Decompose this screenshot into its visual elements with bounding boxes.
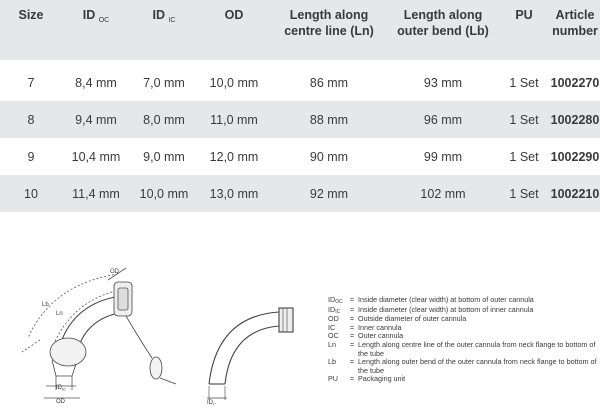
cell-size: 10 <box>0 175 62 212</box>
valve-line <box>160 378 176 384</box>
header-pu: PU <box>498 0 550 60</box>
cell-od: 12,0 mm <box>198 138 270 175</box>
cell-od: 11,0 mm <box>198 101 270 138</box>
legend-item: $ID_{OC}$ = Inside diameter (clear width) at bottom of outer cannula <box>328 295 534 305</box>
cell-lb: 99 mm <box>388 138 498 175</box>
inner-cannula-inner-line <box>225 326 279 384</box>
cell-od: 13,0 mm <box>198 175 270 212</box>
cell-pu: 1 Set <box>498 101 550 138</box>
inner-cannula-outer-line <box>209 312 279 384</box>
inner-cannula-drawing <box>195 290 315 405</box>
cell-od: 10,0 mm <box>198 64 270 101</box>
flange-connector <box>118 288 128 310</box>
cell-id-oc: 11,4 mm <box>62 175 130 212</box>
header-od: OD <box>198 0 270 60</box>
table-header-row <box>0 0 600 60</box>
cell-id-oc: 9,4 mm <box>62 101 130 138</box>
extension-line <box>22 340 40 352</box>
header-id-ic: ID $_{IC}$ <box>130 0 198 60</box>
cell-ln: 92 mm <box>270 175 388 212</box>
id-c-label: $ID_C$ <box>207 400 216 405</box>
header-article: Article number <box>550 0 600 60</box>
legend-item: Ln = Length along centre line of the outer cannula from neck flange to bottom of the tube <box>328 339 596 358</box>
abbreviation-legend <box>328 296 600 384</box>
pilot-line <box>126 316 152 358</box>
header-length-centre: Length along centre line (Ln) <box>270 0 388 60</box>
header-length-outer: Length along outer bend (Lb) <box>388 0 498 60</box>
header-id-oc: ID $_{OC}$ <box>62 0 130 60</box>
table-row <box>0 175 600 212</box>
table-row <box>0 64 600 101</box>
lb-label: Lb <box>42 302 49 308</box>
cell-lb: 96 mm <box>388 101 498 138</box>
od-bottom-label: OD <box>56 399 65 405</box>
header-size: Size <box>0 0 62 60</box>
cell-id-ic: 9,0 mm <box>130 138 198 175</box>
cannula-dimension-drawing <box>0 260 200 405</box>
cell-article: 1002210 <box>550 175 600 212</box>
cell-article: 1002270 <box>550 64 600 101</box>
cell-pu: 1 Set <box>498 64 550 101</box>
cell-article: 1002280 <box>550 101 600 138</box>
cell-article: 1002290 <box>550 138 600 175</box>
cell-id-oc: 10,4 mm <box>62 138 130 175</box>
legend-item: Lb = Length along outer bend of the outer cannula from neck flange to bottom of the tube <box>328 357 597 375</box>
pilot-balloon <box>150 357 162 379</box>
cell-lb: 102 mm <box>388 175 498 212</box>
cell-pu: 1 Set <box>498 175 550 212</box>
inner-cannula-connector <box>279 308 293 332</box>
cuff-balloon <box>50 338 86 366</box>
cell-id-ic: 7,0 mm <box>130 64 198 101</box>
legend-item: IC = Inner cannula <box>328 322 402 332</box>
cell-size: 7 <box>0 64 62 101</box>
legend-item: OC = Outer cannula <box>328 331 404 341</box>
od-label: OD <box>110 269 119 275</box>
cell-ln: 90 mm <box>270 138 388 175</box>
cell-size: 9 <box>0 138 62 175</box>
ln-label: Ln <box>56 311 63 317</box>
table-row <box>0 138 600 175</box>
legend-item: $ID_{IC}$ = Inside diameter (clear width) at bottom of inner cannula <box>328 304 534 315</box>
cell-id-ic: 8,0 mm <box>130 101 198 138</box>
cell-lb: 93 mm <box>388 64 498 101</box>
cell-ln: 86 mm <box>270 64 388 101</box>
cell-pu: 1 Set <box>498 138 550 175</box>
legend-item: OD = Outside diameter of outer cannula <box>328 314 467 324</box>
id-ic-label: $ID_{IC}$ <box>56 385 66 392</box>
table-row <box>0 101 600 138</box>
cell-id-ic: 10,0 mm <box>130 175 198 212</box>
cell-size: 8 <box>0 101 62 138</box>
cell-id-oc: 8,4 mm <box>62 64 130 101</box>
cell-ln: 88 mm <box>270 101 388 138</box>
legend-item: PU = Packaging unit <box>328 374 406 384</box>
